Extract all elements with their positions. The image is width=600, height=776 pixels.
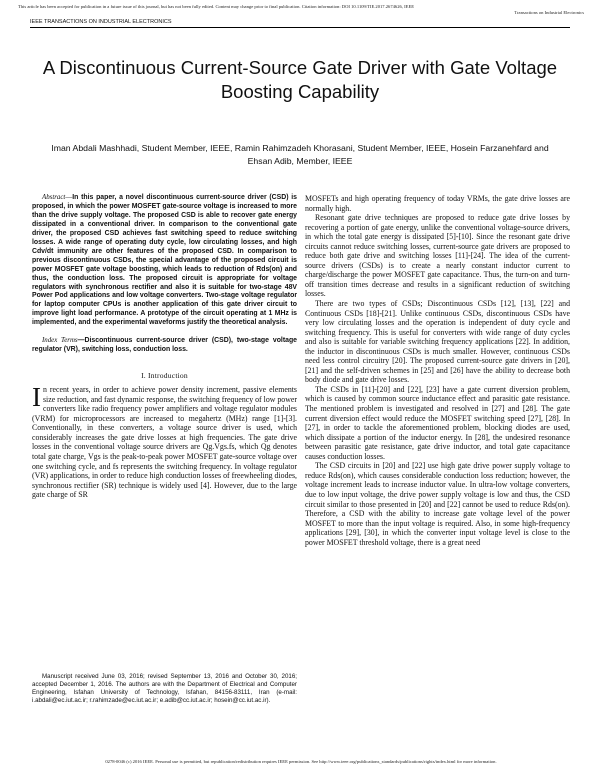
drop-cap: I xyxy=(32,382,41,413)
right-paragraph-2: There are two types of CSDs; Discontinuous CSDs [12], [13], [22] and Continuous CSDs [18]-[21]. Unlike continuous CSDs, discontinuous CSDs have very low circulating losses and the operation is independent of duty cycle and switching frequency. This is useful for converters with wide range of duty cycles and also is suitable for variable switching frequency applications [22]. In addition, the inductor in discontinuous CSDs is much smaller. However, continuous CSDs need less control circuitry [20]. The proposed current-source gate drivers in [20], [21] and the self-driven schemes in [25] and [26] have the ability to decrease both body diode and gate drive losses. xyxy=(305,299,570,385)
right-paragraph-0: MOSFETs and high operating frequency of today VRMs, the gate drive losses are normally high. xyxy=(305,194,570,213)
right-column xyxy=(305,194,570,547)
manuscript-footnote: Manuscript received June 03, 2016; revised September 13, 2016 and October 30, 2016; accepted December 1, 2016. The authors are with the Department of Electrical and Computer Engineering, Isfahan University of Technology, Isfahan, 84156-83111, Iran (e-mail: i.abdali@ec.iut.ac.ir; r.rahimzade@ec.iut.ac.ir; e.adib@cc.iut.ac.ir; hosein@cc.iut.ac.ir). xyxy=(32,673,297,704)
abstract-text: In this paper, a novel discontinuous current-source driver (CSD) is proposed, in which the power MOSFET gate-source voltage is increased to more than the drive supply voltage. The proposed CSD is able to recover gate energy dissipated in a conventional driver. In comparison to the conventional gate driver, the proposed CSD achieves fast switching speed to reduce switching losses. A wide range of operating duty cycle, low circulating losses, and high Cdv/dt immunity are other features of the proposed CSD. In comparison to previous discontinuous CSDs, the special advantage of the proposed circuit is power MOSFET gate voltage boosting, which leads to reduction of Rds(on) and thus, the conduction loss. The proposed circuit is appropriate for voltage regulators with synchronous rectifier and also it is suitable for two-stage 48V Power Pod applications and low voltage converters. Two-stage voltage regulator for laptop computer CPUs is another application of this gate driver circuit to improve light load performance. A prototype of the circuit operating at 1 MHz is implemented, and the experimental waveforms justify the theoretical analysis. xyxy=(32,194,297,327)
abstract: Abstract—In this paper, a novel discontinuous current-source driver (CSD) is proposed, in which the power MOSFET gate-source voltage is increased to more than the drive supply voltage. The proposed CSD is able to recover gate energy dissipated in a conventional driver. In comparison to the conventional gate driver, the proposed CSD achieves fast switching speed to reduce switching losses. A wide range of operating duty cycle, low circulating losses, and high Cdv/dt immunity are other features of the proposed CSD. In comparison to previous discontinuous CSDs, the special advantage of the proposed circuit is power MOSFET gate voltage boosting, which leads to reduction of Rds(on) and thus, the conduction loss. The proposed circuit is appropriate for voltage regulators with synchronous rectifier and also it is suitable for two-stage 48V Power Pod applications and low voltage converters. Two-stage voltage regulator for laptop computer CPUs is another application of this gate driver circuit to improve light load performance. A prototype of the circuit operating at 1 MHz is implemented, and the experimental waveforms justify the theoretical analysis. xyxy=(32,194,297,327)
index-terms-label: Index Terms xyxy=(42,337,78,345)
journal-header: IEEE TRANSACTIONS ON INDUSTRIAL ELECTRONICS xyxy=(30,19,570,28)
index-terms-text: Discontinuous current-source driver (CSD), two-stage voltage regulator (VR), switching loss, conduction loss. xyxy=(32,337,298,354)
paper-title: A Discontinuous Current-Source Gate Driver with Gate Voltage Boosting Capability xyxy=(42,57,558,102)
copyright-notice: 0278-0046 (c) 2016 IEEE. Personal use is permitted, but republication/redistribution requires IEEE permission. See http://www.ieee.org/publications_standards/publications/rights/index.html for more information. xyxy=(105,759,497,764)
abstract-label: Abstract xyxy=(42,194,66,201)
accepted-article-notice xyxy=(18,4,584,15)
right-paragraph-4: The CSD circuits in [20] and [22] use high gate drive power supply voltage to reduce Rds(on), which causes considerable conduction loss reduction; however, the voltage increment leads to increase inductor value. In ultra-low voltage converters, due to low input voltage, the drive power supply voltage is low and thus, the CSD circuit similar to those presented in [20] and [22] cannot be used to reduce Rds(on). Therefore, a CSD with the ability to increase gate voltage level of the power MOSFET to more than the input voltage is required. Also, in some high-frequency applications [29], [30], in which the converter input voltage level is close to the power MOSFET threshold voltage, there is a great need xyxy=(305,461,570,547)
left-column xyxy=(32,194,297,500)
intro-paragraph xyxy=(32,382,297,500)
right-paragraph-1: Resonant gate drive techniques are proposed to reduce gate drive losses by recovering a portion of gate energy, unlike the conventional voltage-source drivers, in which the total gate energy is dissipated [5]-[10]. Since the resonant gate drive circuits cannot reduce switching losses, current-source gate drivers are proposed to reduce both gate drive and switching losses [11]-[24]. The idea of the current-source drivers (CSDs) is to create a nearly constant inductor current to charge/discharge the power MOSFET gate capacitance. Thus, the turn-on and turn-off transition times decrease and results in a significant reduction of switching losses. xyxy=(305,213,570,299)
author-list: Iman Abdali Mashhadi, Student Member, IEEE, Ramin Rahimzadeh Khorasani, Student Member, IEEE, Hosein Farzanehfard and Ehsan Adib, Member, IEEE xyxy=(51,143,549,166)
index-terms: Index Terms—Discontinuous current-source driver (CSD), two-stage voltage regulator (VR), switching loss, conduction loss. xyxy=(32,337,298,354)
section-heading-introduction: I. Introduction xyxy=(141,371,188,381)
right-paragraph-3: The CSDs in [11]-[20] and [22], [23] have a gate current diversion problem, which is caused by common source inductance effect and parasitic gate resistance. The mentioned problem is investigated and resolved in [27] and [28]. The gate current diversion effect would reduce the MOSFET switching speed [27], [28]. In [27], in order to tackle the aforementioned problem, blocking diodes are used, which dissipate a portion of the inductor energy. In [28], the undesired resonance between parasitic gate resistance, gate drive inductor, and total gate capacitance causes conduction losses. xyxy=(305,384,570,461)
intro-text: n recent years, in order to achieve power density increment, passive elements size reduction, and fast dynamic response, the switching frequency of low power converters like radio frequency power amplifiers and voltage regulator modules (VRM) for microprocessors are increased to megahertz (MHz) range [1]-[3]. Conventionally, in these converters, a voltage source driver is used, which considerably increases the gate drive losses at high frequencies. The gate drive losses in the conventional voltage source drivers are Qg.Vgs.fs, which Qg denotes total gate charge, Vgs is the peak-to-peak power MOSFET gate-source voltage over one switching cycle, and fs represents the switching frequency. In voltage regulator (VR) applications, in order to reduce high conduction losses of freewheeling diodes, synchronous rectifier (SR) technique is widely used [4]. However, due to the large gate charge of SR xyxy=(32,385,297,500)
notice-line-2: Transactions on Industrial Electronics xyxy=(514,9,584,15)
notice-line-1: This article has been accepted for publication in a future issue of this journal, but has not been fully edited. Content may change prior to final publication. Citation information: DOI 10.1109/TIE.2017.2674626, IEEE xyxy=(18,4,415,9)
